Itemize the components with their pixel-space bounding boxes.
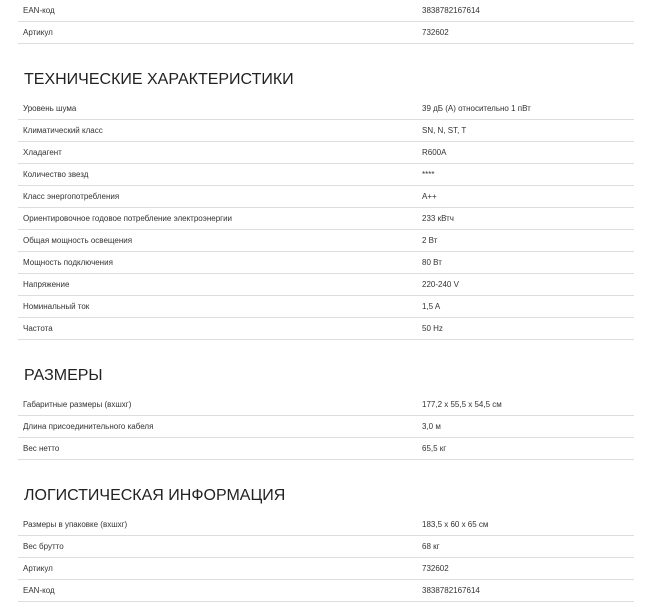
spec-key: Мощность подключения [23,258,113,267]
spec-value: R600A [422,148,447,157]
spec-row [18,416,634,438]
spec-row [18,120,634,142]
spec-key: Артикул [23,564,53,573]
dimensions-spec-list [0,394,650,460]
spec-row [18,580,634,602]
spec-row [18,536,634,558]
spec-row [18,208,634,230]
spec-value: 50 Hz [422,324,443,333]
spec-value: SN, N, ST, T [422,126,467,135]
section-title-logistics: ЛОГИСТИЧЕСКАЯ ИНФОРМАЦИЯ [24,487,286,504]
spec-value: 68 кг [422,542,440,551]
spec-key: Хладагент [23,148,62,157]
spec-value: 39 дБ (A) относительно 1 пВт [422,104,531,113]
spec-row [18,186,634,208]
spec-key: Количество звезд [23,170,89,179]
section-title-technical: ТЕХНИЧЕСКИЕ ХАРАКТЕРИСТИКИ [24,71,294,88]
spec-key: Частота [23,324,53,333]
spec-value: 732602 [422,564,449,573]
spec-value: 233 кВтч [422,214,454,223]
spec-key: Уровень шума [23,104,77,113]
spec-value: 3,0 м [422,422,441,431]
spec-value: 177,2 x 55,5 x 54,5 см [422,400,502,409]
spec-value: 1,5 A [422,302,441,311]
spec-value: 65,5 кг [422,444,447,453]
spec-key: Размеры в упаковке (вхшхг) [23,520,128,529]
spec-row [18,164,634,186]
spec-value: 3838782167614 [422,586,480,595]
spec-row [18,514,634,536]
spec-value: 732602 [422,28,449,37]
spec-row [18,296,634,318]
spec-key: Напряжение [23,280,70,289]
spec-row [18,274,634,296]
top-spec-list [0,0,650,44]
spec-row [18,394,634,416]
spec-row [18,558,634,580]
spec-key: Артикул [23,28,53,37]
spec-value: 220-240 V [422,280,459,289]
spec-value: 183,5 x 60 x 65 см [422,520,489,529]
spec-key: EAN-код [23,6,55,15]
spec-key: Габаритные размеры (вхшхг) [23,400,132,409]
spec-key: Номинальный ток [23,302,90,311]
spec-key: Климатический класс [23,126,103,135]
logistics-spec-list [0,514,650,602]
spec-key: EAN-код [23,586,55,595]
spec-value: 80 Вт [422,258,442,267]
spec-row-ean [18,0,634,22]
spec-key: Вес нетто [23,444,60,453]
spec-value: **** [422,170,435,179]
spec-row [18,230,634,252]
spec-value: 3838782167614 [422,6,480,15]
spec-key: Общая мощность освещения [23,236,133,245]
spec-key: Класс энергопотребления [23,192,120,201]
spec-row [18,98,634,120]
spec-row [18,252,634,274]
spec-row-article [18,22,634,44]
spec-row [18,438,634,460]
spec-key: Вес брутто [23,542,64,551]
spec-key: Ориентировочное годовое потребление электроэнергии [23,214,232,223]
spec-value: 2 Вт [422,236,438,245]
section-title-dimensions: РАЗМЕРЫ [24,367,103,384]
spec-key: Длина присоединительного кабеля [23,422,154,431]
spec-row [18,318,634,340]
technical-spec-list [0,98,650,340]
spec-row [18,142,634,164]
spec-value: A++ [422,192,437,201]
